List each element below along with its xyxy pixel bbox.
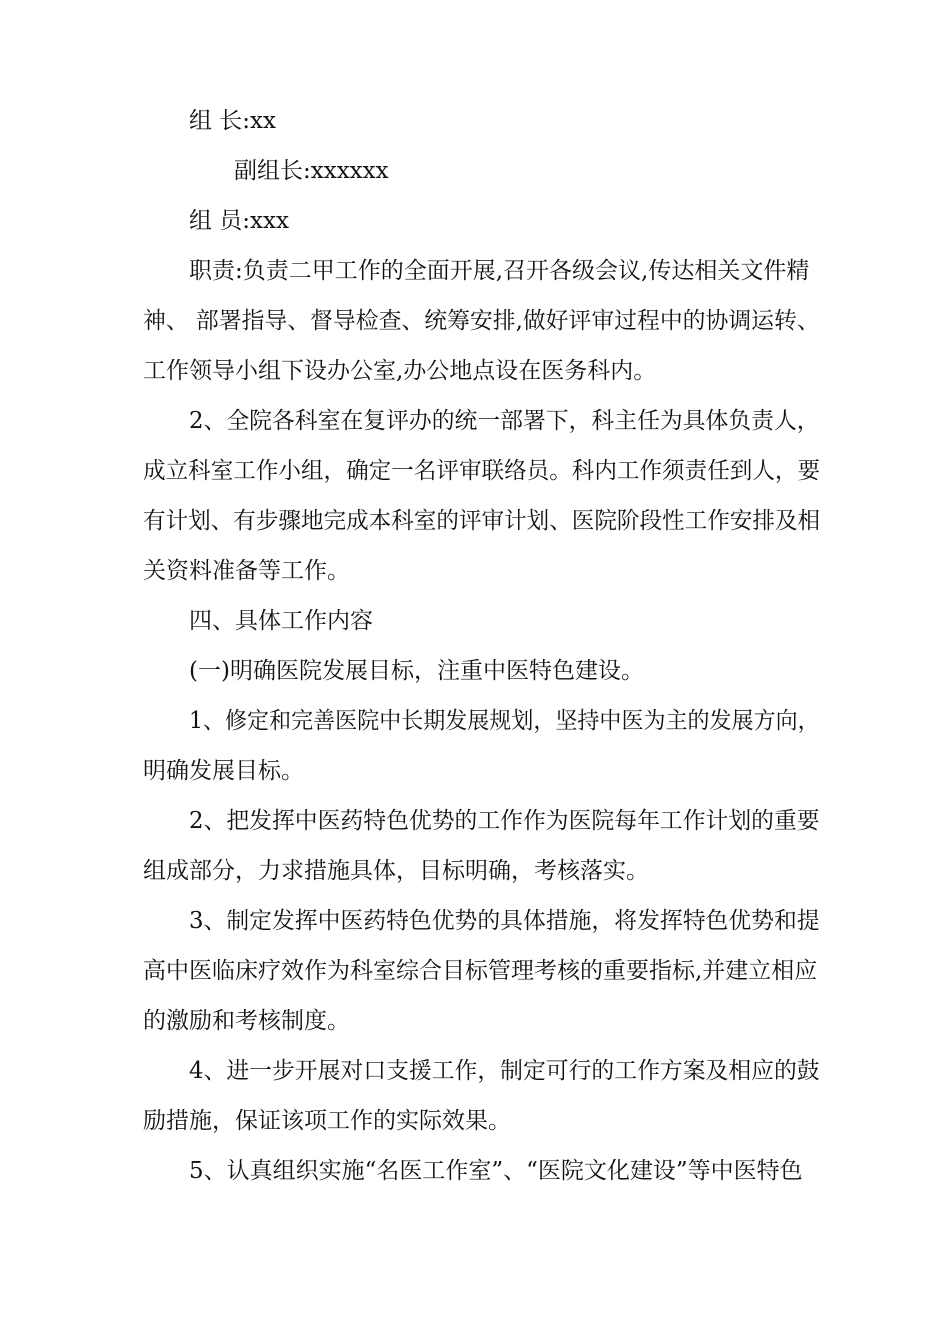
section-heading-4: 四、具体工作内容 — [189, 608, 373, 634]
text-line-duties-1: 职责:负责二甲工作的全面开展,召开各级会议,传达相关文件精 — [189, 258, 810, 284]
text-line-item2-1: 2、全院各科室在复评办的统一部署下，科主任为具体负责人， — [189, 408, 820, 434]
text-line-item2-3: 有计划、有步骤地完成本科室的评审计划、医院阶段性工作安排及相 — [143, 508, 821, 534]
text-line-item2-4: 关资料准备等工作。 — [143, 558, 350, 584]
text-line-point4-1: 4、进一步开展对口支援工作，制定可行的工作方案及相应的鼓 — [189, 1058, 820, 1084]
text-line-point1-2: 明确发展目标。 — [143, 758, 304, 784]
text-line-point1-1: 1、修定和完善医院中长期发展规划，坚持中医为主的发展方向， — [189, 708, 820, 734]
text-line-team-leader: 组 长:xx — [189, 108, 277, 134]
text-line-duties-2: 神、 部署指导、督导检查、统筹安排,做好评审过程中的协调运转、 — [143, 308, 820, 334]
text-line-point3-1: 3、制定发挥中医药特色优势的具体措施，将发挥特色优势和提 — [189, 908, 820, 934]
text-line-deputy-leader: 副组长:xxxxxx — [234, 158, 389, 184]
text-line-point2-1: 2、把发挥中医药特色优势的工作作为医院每年工作计划的重要 — [189, 808, 820, 834]
text-line-point3-3: 的激励和考核制度。 — [143, 1008, 350, 1034]
subsection-heading-1: (一)明确医院发展目标，注重中医特色建设。 — [189, 658, 644, 684]
text-line-point4-2: 励措施，保证该项工作的实际效果。 — [143, 1108, 511, 1134]
text-line-members: 组 员:xxx — [189, 208, 289, 234]
text-line-item2-2: 成立科室工作小组，确定一名评审联络员。科内工作须责任到人，要 — [143, 458, 821, 484]
text-line-duties-3: 工作领导小组下设办公室,办公地点设在医务科内。 — [143, 358, 657, 384]
text-line-point5-1: 5、认真组织实施“名医工作室”、“医院文化建设”等中医特色 — [189, 1158, 803, 1184]
text-line-point3-2: 高中医临床疗效作为科室综合目标管理考核的重要指标,并建立相应 — [143, 958, 818, 984]
text-line-point2-2: 组成部分，力求措施具体，目标明确，考核落实。 — [143, 858, 649, 884]
